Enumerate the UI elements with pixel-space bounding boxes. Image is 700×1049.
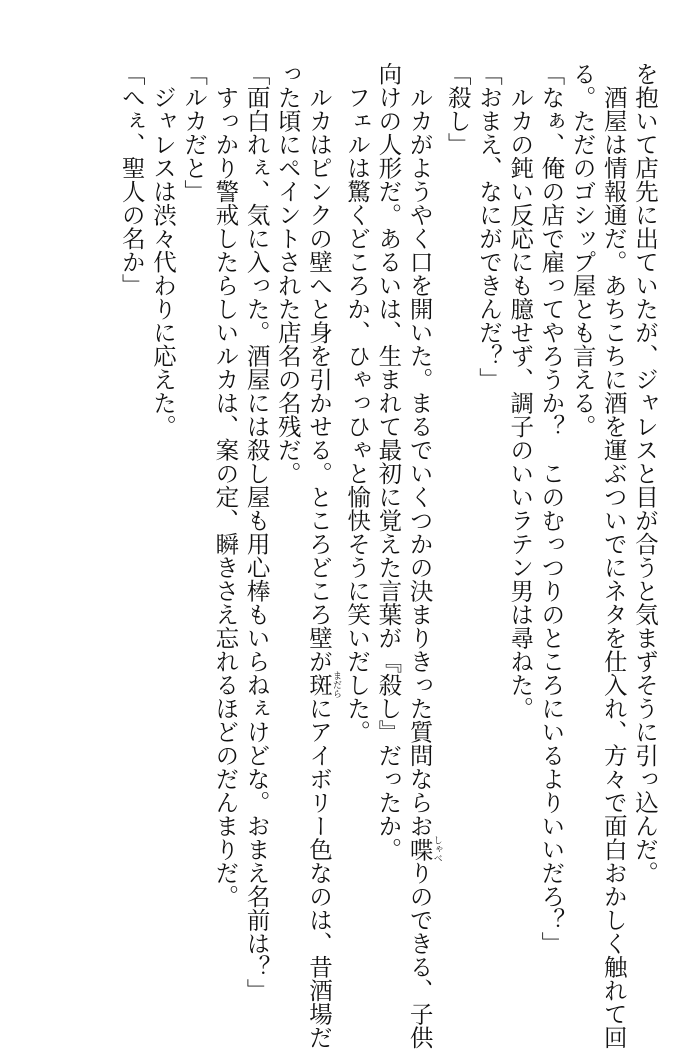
text-line	[403, 62, 441, 1002]
ruby-base: 斑	[305, 671, 333, 698]
text-line: る。ただのゴシップ屋とも言える。	[566, 62, 597, 1002]
text-line: すっかり警戒したらしいルカは、案の定、瞬きさえ忘れるほどのだんまりだ。	[209, 62, 240, 1002]
ruby-reading: しゃべ	[432, 836, 442, 863]
text-line: った頃にペイントされた店名の名残だ。	[272, 62, 303, 1002]
vertical-text-body	[116, 62, 660, 1002]
text-segment: ルカがようやく口を開いた。まるでいくつかの決まりきった質問ならお	[406, 62, 434, 838]
text-segment: ルカはピンクの壁へと身を引かせる。ところどころ壁が	[305, 62, 333, 673]
text-line: フェルは驚くどころか、ひゃっひゃと愉快そうに笑いだした。	[341, 62, 372, 1002]
text-line: 「へぇ、聖人の名か」	[116, 62, 147, 1002]
text-line: 「おまえ、なにができんだ？」	[473, 62, 504, 1002]
ruby-base: 喋	[406, 836, 434, 863]
text-line	[303, 62, 341, 1002]
text-segment: にアイボリー色なのは、昔酒場だ	[305, 697, 333, 1049]
text-line: 「殺し」	[442, 62, 473, 1002]
ruby-word	[305, 673, 333, 697]
text-line: 酒屋は情報通だ。あちこちに酒を運ぶついでにネタを仕入れ、方々で面白おかしく触れて回	[598, 62, 629, 1002]
text-line: 「なぁ、俺の店で雇ってやろうか？ このむっつりのところにいるよりいいだろ？」	[535, 62, 566, 1002]
text-line: ジャレスは渋々代わりに応えた。	[147, 62, 178, 1002]
text-line: 「ルカだと」	[178, 62, 209, 1002]
ruby-word	[406, 838, 434, 862]
text-line: を抱いて店先に出ていたが、ジャレスと目が合うと気まずそうに引っ込んだ。	[629, 62, 660, 1002]
text-line: 向けの人形だ。あるいは、生まれて最初に覚えた言葉が『殺し』だったか。	[372, 62, 403, 1002]
text-line: ルカの鈍い反応にも臆せず、調子のいいラテン男は尋ねた。	[504, 62, 535, 1002]
text-line: 「面白れぇ、気に入った。酒屋には殺し屋も用心棒もいらねぇけどな。おまえ名前は？」	[240, 62, 271, 1002]
text-segment: りのできる、子供	[406, 861, 434, 1049]
ruby-reading: まだら	[331, 671, 341, 698]
